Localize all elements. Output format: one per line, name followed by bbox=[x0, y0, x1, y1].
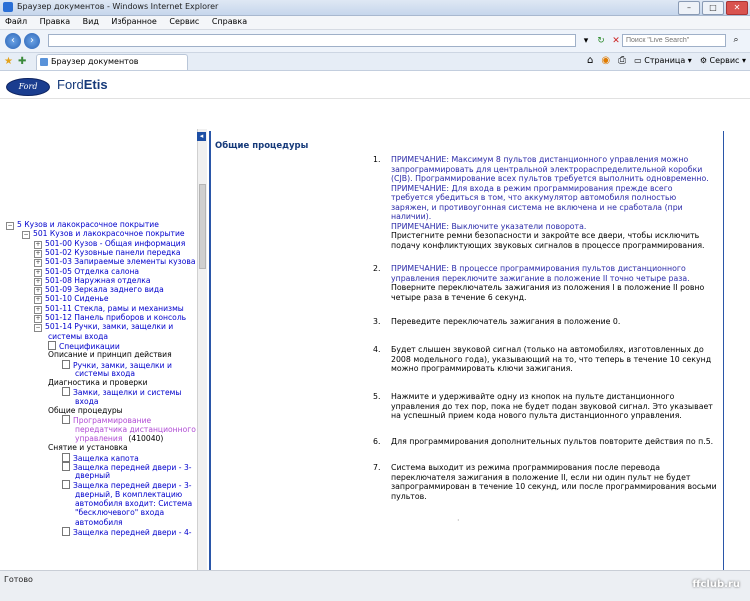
tree-item-label: 501-14 Ручки, замки, защелки и bbox=[45, 322, 174, 332]
back-arrow-icon[interactable]: ‹ bbox=[5, 33, 21, 49]
step-text-line: запрограммирован в течение 10 секунд, или после программирования восьми bbox=[391, 482, 717, 491]
refresh-icon[interactable]: ↻ bbox=[597, 36, 605, 46]
step-text bbox=[391, 155, 721, 250]
step-text-line: 2008 модельного года), указывающий на то, что теперь в течение 10 секунд bbox=[391, 354, 712, 364]
tree-item-label: Описание и принцип действия bbox=[48, 350, 172, 360]
minimize-icon[interactable]: – bbox=[678, 1, 700, 15]
menu-help[interactable]: Справка bbox=[211, 17, 248, 26]
tree-item-label: 501 Кузов и лакокрасочное покрытие bbox=[33, 229, 185, 239]
collapse-icon[interactable]: − bbox=[23, 231, 29, 239]
tree-item[interactable] bbox=[75, 425, 196, 434]
tree-item-label: 501-12 Панель приборов и консоль bbox=[45, 313, 187, 322]
document-icon bbox=[62, 462, 70, 471]
step-text bbox=[391, 392, 721, 421]
step-text-line: пультов. bbox=[391, 491, 427, 501]
ie-icon bbox=[3, 2, 13, 12]
tree-item[interactable] bbox=[75, 369, 135, 378]
tree-item-label: входа bbox=[75, 396, 99, 406]
menu-file[interactable]: Файл bbox=[5, 17, 28, 26]
document-icon bbox=[62, 360, 70, 369]
step-text-line: Пристегните ремни безопасности и закройте все двери, чтобы исключить bbox=[391, 231, 700, 240]
tree-item-label: Защелка передней двери - 3- bbox=[73, 481, 192, 491]
step-number: 7. bbox=[373, 463, 381, 472]
document-icon bbox=[62, 387, 70, 396]
step-text-line: можно программировать ключи зажигания. bbox=[391, 364, 573, 373]
step-note-line: ПРИМЕЧАНИЕ: Выключите указатели поворота. bbox=[391, 221, 587, 231]
tree-item-label: Снятие и установка bbox=[48, 443, 128, 453]
tree-item-code: (410040) bbox=[128, 433, 164, 443]
expand-icon[interactable]: + bbox=[35, 315, 41, 322]
collapse-panel-icon[interactable]: ◂ bbox=[197, 132, 206, 141]
tree-item[interactable] bbox=[75, 434, 163, 443]
watermark-text: ffclub.ru bbox=[692, 579, 740, 590]
tree-item[interactable] bbox=[75, 490, 182, 499]
step-text bbox=[391, 463, 721, 501]
step-text-line: подачу конфликтующих звуковых сигналов в процессе программирования. bbox=[391, 240, 705, 250]
tree-item-label: Спецификации bbox=[59, 341, 120, 351]
step-number: 3. bbox=[373, 317, 381, 326]
tab-label: Браузер документов bbox=[51, 57, 139, 66]
expand-icon[interactable]: + bbox=[35, 240, 41, 248]
tree-item bbox=[48, 378, 148, 387]
expand-icon[interactable]: + bbox=[35, 249, 41, 257]
address-actions bbox=[580, 35, 622, 47]
menu-edit[interactable]: Правка bbox=[39, 17, 71, 26]
step-note-line: ПРИМЕЧАНИЕ: В процессе программирования пультов дистанционного bbox=[391, 264, 686, 273]
menu-view[interactable]: Вид bbox=[82, 17, 99, 26]
step-text-line: четыре раза в течение 6 секунд. bbox=[391, 292, 527, 302]
tree-item-label: автомобиля входит: Система bbox=[75, 499, 193, 508]
step-text-line: Система выходит из режима программирования после перевода bbox=[391, 463, 661, 472]
page-title: Общие процедуры bbox=[215, 141, 309, 151]
forward-arrow-icon[interactable]: › bbox=[24, 33, 40, 49]
tree-scrollbar[interactable] bbox=[197, 129, 207, 584]
ford-logo: Ford bbox=[6, 78, 50, 96]
tree-item-label: Диагностика и проверки bbox=[48, 378, 148, 388]
step-text-line: переключателя зажигания в положение II, если ни один пульт не будет bbox=[391, 472, 691, 482]
dropdown-arrow-icon[interactable]: ▾ bbox=[583, 36, 589, 46]
step-note-line: управления переключите зажигание в положение II точно четыре раза. bbox=[391, 273, 690, 283]
tree-item-label: автомобиля bbox=[75, 517, 123, 527]
brand-name bbox=[57, 77, 108, 92]
tree-item-label: системы входа bbox=[48, 331, 109, 341]
feeds-icon[interactable]: ◉ bbox=[601, 55, 611, 66]
resize-dot: · bbox=[457, 516, 460, 525]
tree-item-label: 501-11 Стекла, рамы и механизмы bbox=[45, 303, 184, 313]
document-panel bbox=[209, 131, 724, 583]
tree-item-label: Программирование bbox=[73, 416, 152, 426]
step-number: 2. bbox=[373, 264, 381, 273]
expand-icon[interactable]: + bbox=[35, 296, 41, 304]
stop-icon[interactable]: ✕ bbox=[612, 36, 620, 46]
tree-item bbox=[48, 443, 128, 452]
tree-item bbox=[48, 350, 172, 359]
brand-name-bold: Etis bbox=[83, 77, 108, 92]
tree-item-label: 501-09 Зеркала заднего вида bbox=[45, 285, 164, 295]
command-bar bbox=[587, 55, 746, 66]
page-content bbox=[0, 71, 750, 570]
step-note-line: требуется убедиться в том, что аккумулятор автомобиля полностью bbox=[391, 193, 677, 202]
tree-item-label: дверный, В комплектацию bbox=[75, 489, 183, 499]
step-text-line: Поверните переключатель зажигания из положения I в положение II ровно bbox=[391, 283, 705, 292]
tree-item-label: Защелка передней двери - 3- bbox=[73, 462, 192, 472]
document-icon bbox=[62, 527, 70, 536]
step-text bbox=[391, 345, 721, 374]
page-menu-label: Страница bbox=[644, 56, 686, 65]
maximize-icon[interactable]: □ bbox=[702, 1, 724, 15]
menu-tools[interactable]: Сервис bbox=[169, 17, 200, 26]
tree-item-label: 501-03 Запираемые элементы кузова bbox=[45, 257, 196, 267]
add-favorites-icon[interactable]: ✚ bbox=[18, 56, 27, 67]
brand-name-plain: Ford bbox=[57, 77, 84, 92]
step-text bbox=[391, 317, 721, 327]
step-text-line: Переведите переключатель зажигания в положение 0. bbox=[391, 317, 621, 326]
step-text bbox=[391, 437, 721, 447]
collapse-icon[interactable]: − bbox=[7, 222, 13, 229]
tree-item-label: Защелка капота bbox=[73, 453, 139, 463]
step-text-line: Для программирования дополнительных пультов повторите действия по п.5. bbox=[391, 437, 714, 446]
tree-item[interactable] bbox=[75, 471, 110, 480]
tree-item-label: Ручки, замки, защелки и bbox=[73, 360, 172, 370]
tree-item-label: системы входа bbox=[75, 368, 136, 378]
step-note-line: запрограммировать для центральной электрораспределительной коробки bbox=[391, 164, 703, 174]
step-note-line: ПРИМЕЧАНИЕ: Для входа в режим программирования прежде всего bbox=[391, 183, 673, 193]
tree-item[interactable] bbox=[75, 508, 164, 517]
step-note-line: наличии). bbox=[391, 212, 432, 221]
expand-icon[interactable]: + bbox=[35, 277, 41, 285]
page-menu-button[interactable]: ▭ Страница ▾ bbox=[634, 56, 692, 65]
tree-item bbox=[48, 406, 123, 415]
expand-icon[interactable]: + bbox=[35, 268, 41, 276]
tree-item-label: Замки, защелки и системы bbox=[73, 388, 182, 398]
tree-item-label: 501-10 Сиденье bbox=[45, 294, 109, 304]
step-number: 1. bbox=[373, 155, 381, 164]
tree-item[interactable] bbox=[62, 527, 192, 537]
window-controls bbox=[678, 1, 748, 15]
step-note-line: (CJB). Программирование всех пультов требуется выполнить одновременно. bbox=[391, 174, 709, 183]
document-icon bbox=[62, 480, 70, 489]
step-number: 4. bbox=[373, 345, 381, 354]
step-text bbox=[391, 264, 721, 302]
step-text-line: Будет слышен звуковой сигнал (только на автомобилях, изготовленных до bbox=[391, 345, 704, 354]
address-input[interactable] bbox=[48, 34, 576, 47]
window-titlebar bbox=[0, 0, 750, 16]
close-icon[interactable]: ✕ bbox=[726, 1, 748, 15]
step-number: 5. bbox=[373, 392, 381, 401]
expand-icon[interactable]: + bbox=[35, 259, 41, 267]
tree-item-label: "бесключевого" входа bbox=[75, 508, 165, 518]
menu-bar bbox=[0, 16, 750, 30]
document-icon bbox=[62, 415, 70, 424]
tree-item-label: управления bbox=[75, 433, 123, 443]
tree-item[interactable] bbox=[75, 397, 99, 406]
step-number: 6. bbox=[373, 437, 381, 446]
tools-menu-button[interactable]: ⚙ Сервис ▾ bbox=[699, 56, 746, 65]
tools-menu-label: Сервис bbox=[709, 56, 740, 65]
search-icon[interactable]: ⌕ bbox=[733, 35, 739, 45]
search-input[interactable] bbox=[622, 34, 726, 47]
address-toolbar bbox=[0, 30, 750, 53]
tree-item-label: 501-05 Отделка салона bbox=[45, 266, 140, 276]
tab-bar bbox=[0, 53, 750, 71]
tree-item[interactable] bbox=[75, 499, 192, 508]
scrollbar-thumb[interactable] bbox=[199, 184, 206, 269]
tree-item[interactable] bbox=[75, 518, 123, 527]
collapse-icon[interactable]: − bbox=[35, 324, 41, 332]
expand-icon[interactable]: + bbox=[35, 305, 41, 313]
tree-item-label: Общие процедуры bbox=[48, 406, 123, 415]
step-text-line: управления до тех пор, пока не будет подан звуковой сигнал. Это указывает bbox=[391, 401, 713, 411]
tree-item-label: Защелка передней двери - 4- bbox=[73, 527, 192, 537]
tree-item-label: 5 Кузов и лакокрасочное покрытие bbox=[17, 220, 159, 229]
tree-item[interactable] bbox=[48, 332, 108, 341]
document-icon bbox=[48, 341, 56, 350]
expand-icon[interactable]: + bbox=[35, 287, 41, 295]
tab-document-browser[interactable] bbox=[36, 54, 188, 70]
print-icon[interactable]: ⎙ bbox=[618, 55, 627, 66]
tree-item-label: 501-02 Кузовные панели передка bbox=[45, 247, 181, 257]
header-divider bbox=[0, 98, 750, 99]
step-note-line: заряжен, и противоугонная система не включена и не сработала (при bbox=[391, 202, 683, 212]
home-icon[interactable]: ⌂ bbox=[587, 55, 594, 66]
window-title: Браузер документов - Windows Internet Explorer bbox=[17, 2, 219, 11]
tree-item-label: дверный bbox=[75, 471, 111, 481]
menu-favorites[interactable]: Избранное bbox=[111, 17, 157, 26]
step-text-line: на успешный прием кода нового пульта дистанционного управления. bbox=[391, 411, 682, 420]
status-text: Готово bbox=[4, 575, 33, 584]
step-text-line: Нажмите и удерживайте одну из кнопок на пульте дистанционного bbox=[391, 392, 675, 401]
document-icon bbox=[62, 453, 70, 462]
status-bar bbox=[0, 570, 750, 601]
navigation-tree bbox=[0, 220, 196, 582]
page-icon bbox=[40, 58, 48, 66]
tree-item-label: 501-00 Кузов - Общая информация bbox=[45, 238, 186, 248]
favorites-star-icon[interactable]: ★ bbox=[4, 56, 13, 67]
tree-item-label: 501-08 Наружная отделка bbox=[45, 275, 151, 285]
tree-item-label: передатчика дистанционного bbox=[75, 424, 196, 434]
step-note-line: ПРИМЕЧАНИЕ: Максимум 8 пультов дистанционного управления можно bbox=[391, 155, 689, 164]
